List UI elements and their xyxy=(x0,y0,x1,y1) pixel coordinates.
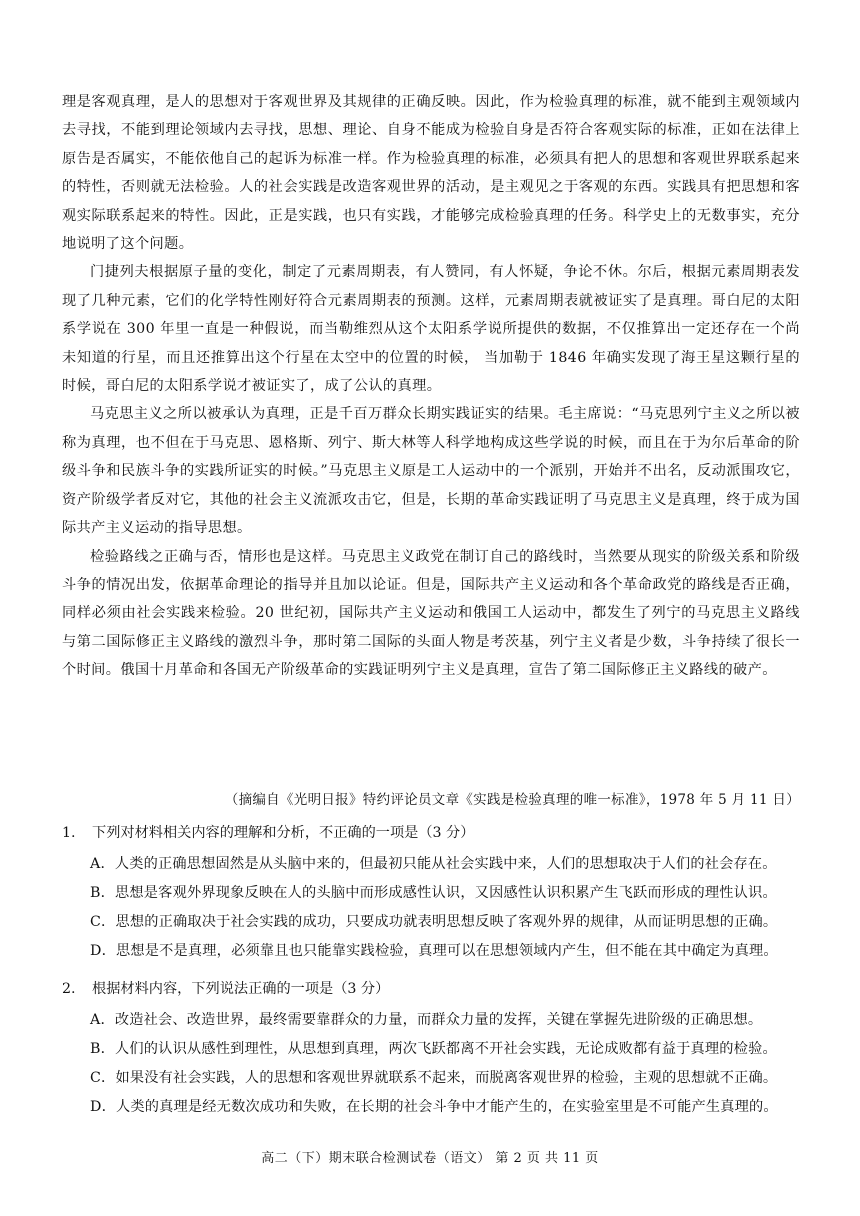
question-1-option-d: D．思想是不是真理，必须靠且也只能靠实践检验，真理可以在思想领域内产生，但不能在其中确定为真理。 xyxy=(90,943,778,959)
reading-passage xyxy=(62,88,800,685)
question-1 xyxy=(62,822,802,966)
question-1-text: 下列对材料相关内容的理解和分析，不正确的一项是（3 分） xyxy=(92,825,475,841)
passage-paragraph-3: 马克思主义之所以被承认为真理，正是千百万群众长期实践证实的结果。毛主席说：“马克思列宁主义之所以被称为真理，也不但在于马克思、恩格斯、列宁、斯大林等人科学地构成这些学说的时候，而且在于为尔后革命的阶级斗争和民族斗争的实践所证实的时候。”马克思主义原是工人运动中的一个派别，开始并不出名，反动派围攻它，资产阶级学者反对它，其他的社会主义流派攻击它，但是，长期的革命实践证明了马克思主义是真理，终于成为国际共产主义运动的指导思想。 xyxy=(62,406,800,537)
question-2-option-b: B．人们的认识从感性到理性，从思想到真理，两次飞跃都离不开社会实践，无论成败都有益于真理的检验。 xyxy=(90,1041,777,1057)
question-1-option-c: C．思想的正确取决于社会实践的成功，只要成功就表明思想反映了客观外界的规律，从而证明思想的正确。 xyxy=(90,914,778,930)
passage-paragraph-1: 理是客观真理，是人的思想对于客观世界及其规律的正确反映。因此，作为检验真理的标准，就不能到主观领域内去寻找，不能到理论领域内去寻找，思想、理论、自身不能成为检验自身是否符合客观实际的标准，正如在法律上原告是否属实，不能依他自己的起诉为标准一样。作为检验真理的标准，必须具有把人的思想和客观世界联系起来的特性，否则就无法检验。人的社会实践是改造客观世界的活动，是主观见之于客观的东西。实践具有把思想和客观实际联系起来的特性。因此，正是实践，也只有实践，才能够完成检验真理的任务。科学史上的无数事实，充分地说明了这个问题。 xyxy=(62,94,800,253)
question-1-option-b: B．思想是客观外界现象反映在人的头脑中而形成感性认识，又因感性认识积累产生飞跃而形成的理性认识。 xyxy=(90,885,777,901)
question-1-number: 1. xyxy=(62,825,76,841)
question-2-option-d: D．人类的真理是经无数次成功和失败，在长期的社会斗争中才能产生的，在实验室里是不可能产生真理的。 xyxy=(90,1099,778,1115)
question-1-stem xyxy=(62,822,802,844)
question-2 xyxy=(62,978,802,1122)
page-footer: 高二（下）期末联合检测试卷（语文） 第 2 页 共 11 页 xyxy=(261,1151,599,1166)
question-1-option-a: A．人类的正确思想固然是从头脑中来的，但最初只能从社会实践中来，人们的思想取决于人们的社会存在。 xyxy=(90,856,777,872)
passage-paragraph-2: 门捷列夫根据原子量的变化，制定了元素周期表，有人赞同，有人怀疑，争论不休。尔后，根据元素周期表发现了几种元素，它们的化学特性刚好符合元素周期表的预测。这样，元素周期表就被证实了是真理。哥白尼的太阳系学说在 300 年里一直是一种假说，而当勒维烈从这个太阳系学说所提供的数据，不仅推算出一定还存在一个尚未知道的行星，而且还推算出这个行星在太空中的位置的时候， 当加勒于 1846 年确实发现了海王星这颗行星的时候，哥白尼的太阳系学说才被证实了，成了公认的真理。 xyxy=(62,264,800,395)
question-2-option-c: C．如果没有社会实践，人的思想和客观世界就联系不起来，而脱离客观世界的检验，主观的思想就不正确。 xyxy=(90,1070,778,1086)
question-2-text: 根据材料内容，下列说法正确的一项是（3 分） xyxy=(92,981,390,997)
question-2-number: 2. xyxy=(62,981,76,997)
question-2-stem xyxy=(62,978,802,1000)
passage-source-citation: （摘编自《光明日报》特约评论员文章《实践是检验真理的唯一标准》，1978 年 5 月 11 日） xyxy=(224,792,800,808)
passage-paragraph-4: 检验路线之正确与否，情形也是这样。马克思主义政党在制订自己的路线时，当然要从现实的阶级关系和阶级斗争的情况出发，依据革命理论的指导并且加以论证。但是，国际共产主义运动和各个革命政党的路线是否正确，同样必须由社会实践来检验。20 世纪初，国际共产主义运动和俄国工人运动中，都发生了列宁的马克思主义路线与第二国际修正主义路线的激烈斗争，那时第二国际的头面人物是考茨基，列宁主义者是少数，斗争持续了很长一个时间。俄国十月革命和各国无产阶级革命的实践证明列宁主义是真理，宣告了第二国际修正主义路线的破产。 xyxy=(62,548,800,679)
question-2-option-a: A．改造社会、改造世界，最终需要靠群众的力量，而群众力量的发挥，关键在掌握先进阶级的正确思想。 xyxy=(90,1012,763,1028)
